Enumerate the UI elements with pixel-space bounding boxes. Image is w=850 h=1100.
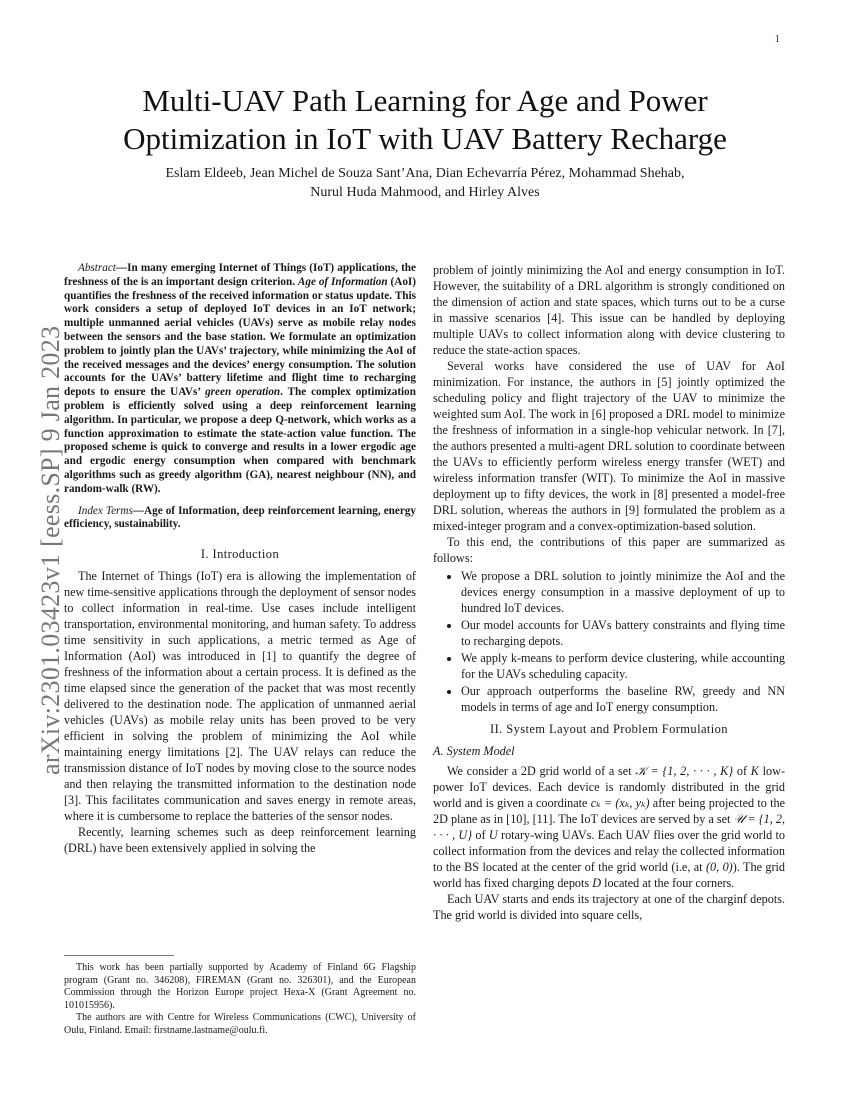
- intro-paragraph-4: To this end, the contributions of this paper are summarized as follows:: [433, 535, 785, 565]
- page-number: 1: [774, 33, 780, 45]
- arxiv-stamp: arXiv:2301.03423v1 [eess.SP] 9 Jan 2023: [36, 325, 65, 775]
- model-text: rotary-wing UAVs. Each UAV flies over the grid world to collect information from the devices and relay the collected information to the BS located at the center of the grid world (i.e, at: [433, 828, 785, 874]
- system-model-paragraph-1: [433, 763, 785, 891]
- contribution-item: • We propose a DRL solution to jointly minimize the AoI and the devices energy consumption in a massive deployment of up to hundred IoT devices.: [461, 568, 785, 616]
- author-list: [100, 164, 750, 202]
- abstract-text-2: (AoI) quantifies the freshness of the received information or status update. This work considers a setup of deployed IoT devices in an IoT network; multiple unmanned aerial vehicles (UAVs) serve as mobile relay nodes between the sensors and the base station. We formulate an optimization problem to jointly plan the UAVs’ trajectory, while minimizing the AoI of the received messages and the devices’ energy consumption. The solution accounts for the UAVs’ battery lifetime and flight time to recharging depots to ensure the UAVs’: [64, 275, 416, 399]
- abstract-aoi-term: Age of Information: [297, 275, 388, 288]
- math-set-u: 𝒰 = {1, 2, · · · , U}: [433, 812, 785, 842]
- contribution-item: • Our model accounts for UAVs battery constraints and flying time to recharging depots.: [461, 617, 785, 649]
- abstract-text-1: —In many emerging Internet of Things (IoT) applications, the freshness of the is an important design criterion.: [64, 262, 416, 288]
- paper-title: Multi-UAV Path Learning for Age and Power Optimization in IoT with UAV Battery Recharge: [123, 83, 727, 156]
- math-u: U: [488, 828, 498, 842]
- footnote-rule: [64, 955, 174, 956]
- model-text: after being projected to the 2D plane as in [10], [11]. The IoT devices are served by a set: [433, 796, 785, 826]
- right-column: [433, 262, 785, 923]
- contribution-item: • We apply k-means to perform device clustering, while accounting for the UAVs scheduling capacity.: [461, 650, 785, 682]
- abstract: [64, 262, 416, 497]
- abstract-label: Abstract: [78, 262, 116, 274]
- math-origin: (0, 0): [705, 860, 733, 874]
- abstract-text-3: . The complex optimization problem is efficiently solved using a deep reinforcement learning algorithm. In particular, we propose a deep Q-network, which works as a function approximation to estimate the state-action value function. The proposed scheme is quick to converge and results in a lower ergodic age and ergodic energy consumption when compared with benchmark algorithms such as greedy algorithm (GA), nearest neighbour (NN), and random-walk (RW).: [64, 386, 416, 495]
- footnote-funding: This work has been partially supported by Academy of Finland 6G Flagship program (Grant no. 346208), FIREMAN (Grant no. 326301), and the European Commission through the Horizon Europe project Hexa-X (Grant Agreement no. 101015956).: [64, 962, 416, 1011]
- authors-line-2: Nurul Huda Mahmood, and Hirley Alves: [310, 185, 540, 200]
- intro-paragraph-2-cont: problem of jointly minimizing the AoI and energy consumption in IoT. However, the suitability of a DRL algorithm is strongly conditioned on the dimension of action and state spaces, which turns out to be a curse in massive scenarios [4]. This issue can be handled by deploying multiple UAVs to collect information along with device clustering to reduce the state-action spaces.: [433, 263, 785, 357]
- math-set-k: 𝒦 = {1, 2, · · · , K}: [635, 764, 734, 778]
- contributions-list: [433, 568, 785, 715]
- system-model-paragraph-2: Each UAV starts and ends its trajectory at one of the charginf depots. The grid world is divided into square cells,: [433, 892, 785, 922]
- left-column: [64, 262, 416, 856]
- model-text: of: [472, 828, 489, 842]
- section-heading-introduction: I. Introduction: [200, 547, 280, 562]
- model-text: We consider a 2D grid world of a set: [447, 764, 636, 778]
- intro-paragraph-1: The Internet of Things (IoT) era is allowing the implementation of new time-sensitive applications through the deployment of sensor nodes to collect information in real-time. Use cases include intelligent transportation, environmental monitoring, and human safety. To address time sensitivity in such applications, a metric termed as Age of Information (AoI) was introduced in [1] to quantify the degree of freshness of the information about a certain process. It is defined as the time elapsed since the generation of the packet that was most recently delivered to the destination node. The application of unmanned aerial vehicles (UAVs) as mobile relay units has been proved to be very efficient in solving the problem of minimizing the AoI while maintaining energy limitations [2]. The UAV relays can reduce the transmission distance of IoT nodes by moving close to the source nodes and then relaying the transmitted information to the destination node [3]. This facilitates communication and saves energy in remote areas, where it is cumbersome to replace the batteries of the sensor nodes.: [64, 569, 417, 824]
- model-text: of: [733, 764, 751, 778]
- authors-line-1: Eslam Eldeeb, Jean Michel de Souza Sant’Ana, Dian Echevarría Pérez, Mohammad Shehab,: [165, 166, 685, 181]
- footnotes: [64, 962, 416, 1037]
- section-heading-system-layout: II. System Layout and Problem Formulation: [490, 722, 728, 736]
- footnote-affiliation: The authors are with Centre for Wireless Communications (CWC), University of Oulu, Finland. Email: firstname.lastname@oulu.fi.: [64, 1012, 416, 1036]
- math-coordinate: cₖ = (xₖ, yₖ): [590, 796, 650, 810]
- model-text: ). The grid world has fixed charging depots: [433, 860, 786, 890]
- index-terms-label: Index Terms: [78, 504, 133, 517]
- intro-paragraph-3: Several works have considered the use of UAV for AoI minimization. For instance, the authors in [5] jointly optimized the scheduling policy and flight trajectory of the UAV to minimize the weighted sum AoI. The work in [6] proposed a DRL model to minimize the freshness of information in a single-hop vehicular network. In [7], the authors presented a multi-agent DRL solution to coordinate between the UAVs to efficiently perform wireless energy transfer (WET) and wireless information transfer (WIT). To minimize the AoI in massive deployment up to fifty devices, the work in [8] presented a model-free DRL solution, whereas the authors in [9] formulated the problem as a mixed-integer program and a convex-optimization-based solution.: [433, 359, 785, 533]
- index-terms-text: —Age of Information, deep reinforcement learning, energy efficiency, sustainability.: [64, 504, 416, 531]
- contribution-item: • Our approach outperforms the baseline RW, greedy and NN models in terms of age and IoT energy consumption.: [461, 683, 785, 715]
- index-terms: [64, 505, 416, 533]
- intro-paragraph-2-start: Recently, learning schemes such as deep reinforcement learning (DRL) have been extensively applied in solving the: [64, 825, 416, 856]
- subsection-heading-system-model: A. System Model: [433, 744, 515, 758]
- abstract-green-term: green operation: [205, 386, 281, 399]
- model-text: low-power IoT devices. Each device is randomly distributed in the grid world and is given a coordinate: [433, 764, 785, 810]
- math-d: D: [592, 876, 602, 890]
- model-text: located at the four corners.: [601, 876, 735, 890]
- math-k: K: [750, 764, 759, 778]
